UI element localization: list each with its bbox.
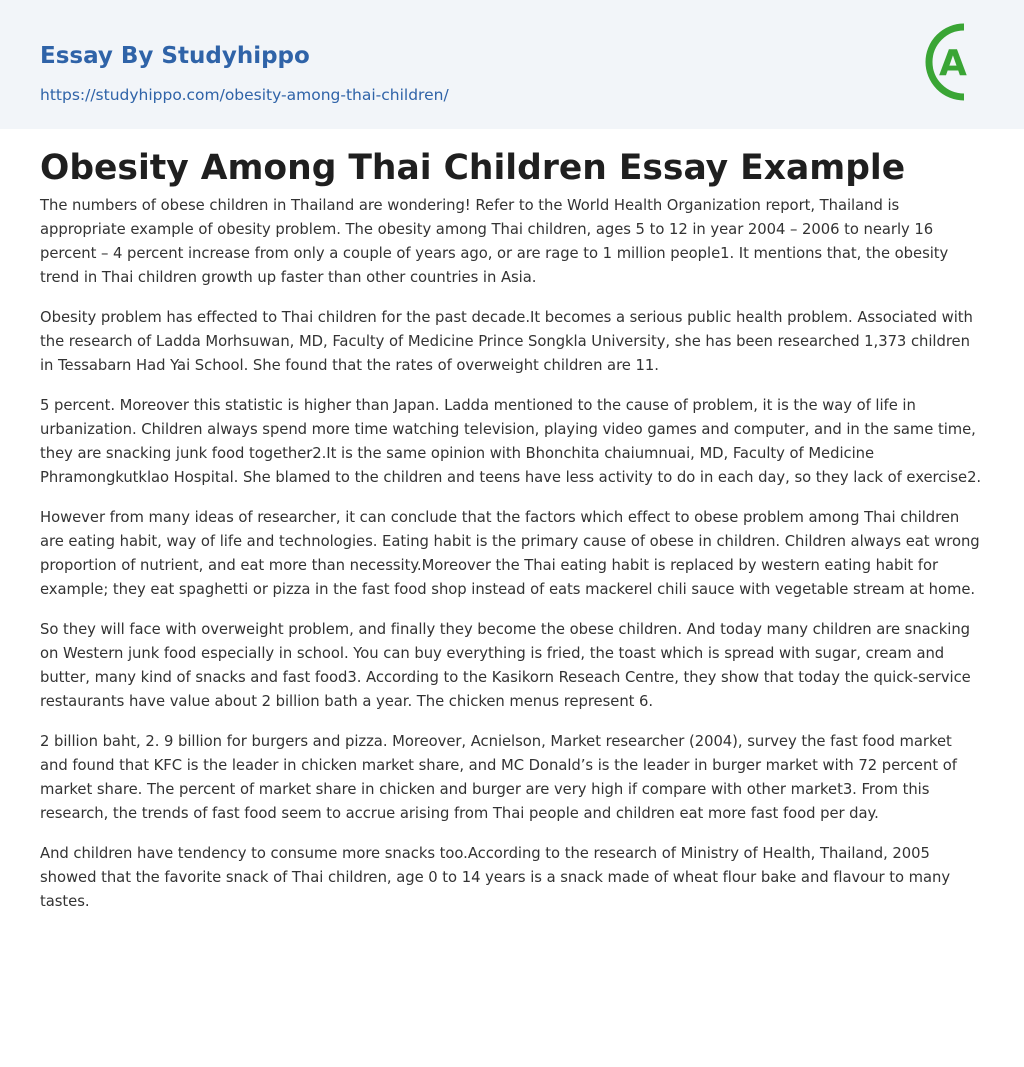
site-header	[0, 0, 1024, 129]
article-paragraph: Obesity problem has effected to Thai children for the past decade.It becomes a serious public health problem. Associated with the research of Ladda Morhsuwan, MD, Faculty of Medicine Prince Songkla University, she has been researched 1,373 children in Tessabarn Had Yai School. She found that the rates of overweight children are 11.	[40, 309, 973, 374]
logo-letter: A	[939, 43, 967, 84]
article-paragraph: However from many ideas of researcher, it can conclude that the factors which effect to obese problem among Thai children are eating habit, way of life and technologies. Eating habit is the primary cause of obese in children. Children always eat wrong proportion of nutrient, and eat more than necessity.Moreover the Thai eating habit is replaced by western eating habit for example; they eat spaghetti or pizza in the fast food shop instead of eats mackerel chili sauce with vegetable stream at home.	[40, 509, 980, 598]
page-title: Obesity Among Thai Children Essay Example	[40, 148, 906, 188]
article-paragraph: The numbers of obese children in Thailand are wondering! Refer to the World Health Organization report, Thailand is appropriate example of obesity problem. The obesity among Thai children, ages 5 to 12 in year 2004 – 2006 to nearly 16 percent – 4 percent increase from only a couple of years ago, or are rage to 1 million people1. It mentions that, the obesity trend in Thai children growth up faster than other countries in Asia.	[40, 197, 949, 286]
article-paragraph: And children have tendency to consume more snacks too.According to the research of Ministry of Health, Thailand, 2005 showed that the favorite snack of Thai children, age 0 to 14 years is a snack made of wheat flour bake and flavour to many tastes.	[40, 845, 951, 910]
article-paragraph: 2 billion baht, 2. 9 billion for burgers and pizza. Moreover, Acnielson, Market researcher (2004), survey the fast food market and found that KFC is the leader in chicken market share, and MC Donald’s is the leader in burger market with 72 percent of market share. The percent of market share in chicken and burger are very high if compare with other market3. From this research, the trends of fast food seem to accrue arising from Thai people and children eat more fast food per day.	[40, 733, 957, 822]
page-url-link[interactable]: https://studyhippo.com/obesity-among-thai-children/	[40, 86, 449, 104]
article-body	[40, 194, 984, 930]
article-paragraph: 5 percent. Moreover this statistic is higher than Japan. Ladda mentioned to the cause of problem, it is the way of life in urbanization. Children always spend more time watching television, playing video games and computer, and in the same time, they are snacking junk food together2.It is the same opinion with Bhonchita chaiumnuai, MD, Faculty of Medicine Phramongkutklao Hospital. She blamed to the children and teens have less activity to do in each day, so they lack of exercise2.	[40, 397, 982, 486]
article-paragraph: So they will face with overweight problem, and finally they become the obese children. And today many children are snacking on Western junk food especially in school. You can buy everything is fried, the toast which is spread with sugar, cream and butter, many kind of snacks and fast food3. According to the Kasikorn Reseach Centre, they show that today the quick-service restaurants have value about 2 billion bath a year. The chicken menus represent 6.	[40, 621, 971, 710]
site-brand[interactable]: Essay By Studyhippo	[40, 43, 310, 69]
letter-a-ring-logo-icon[interactable]	[914, 19, 986, 105]
